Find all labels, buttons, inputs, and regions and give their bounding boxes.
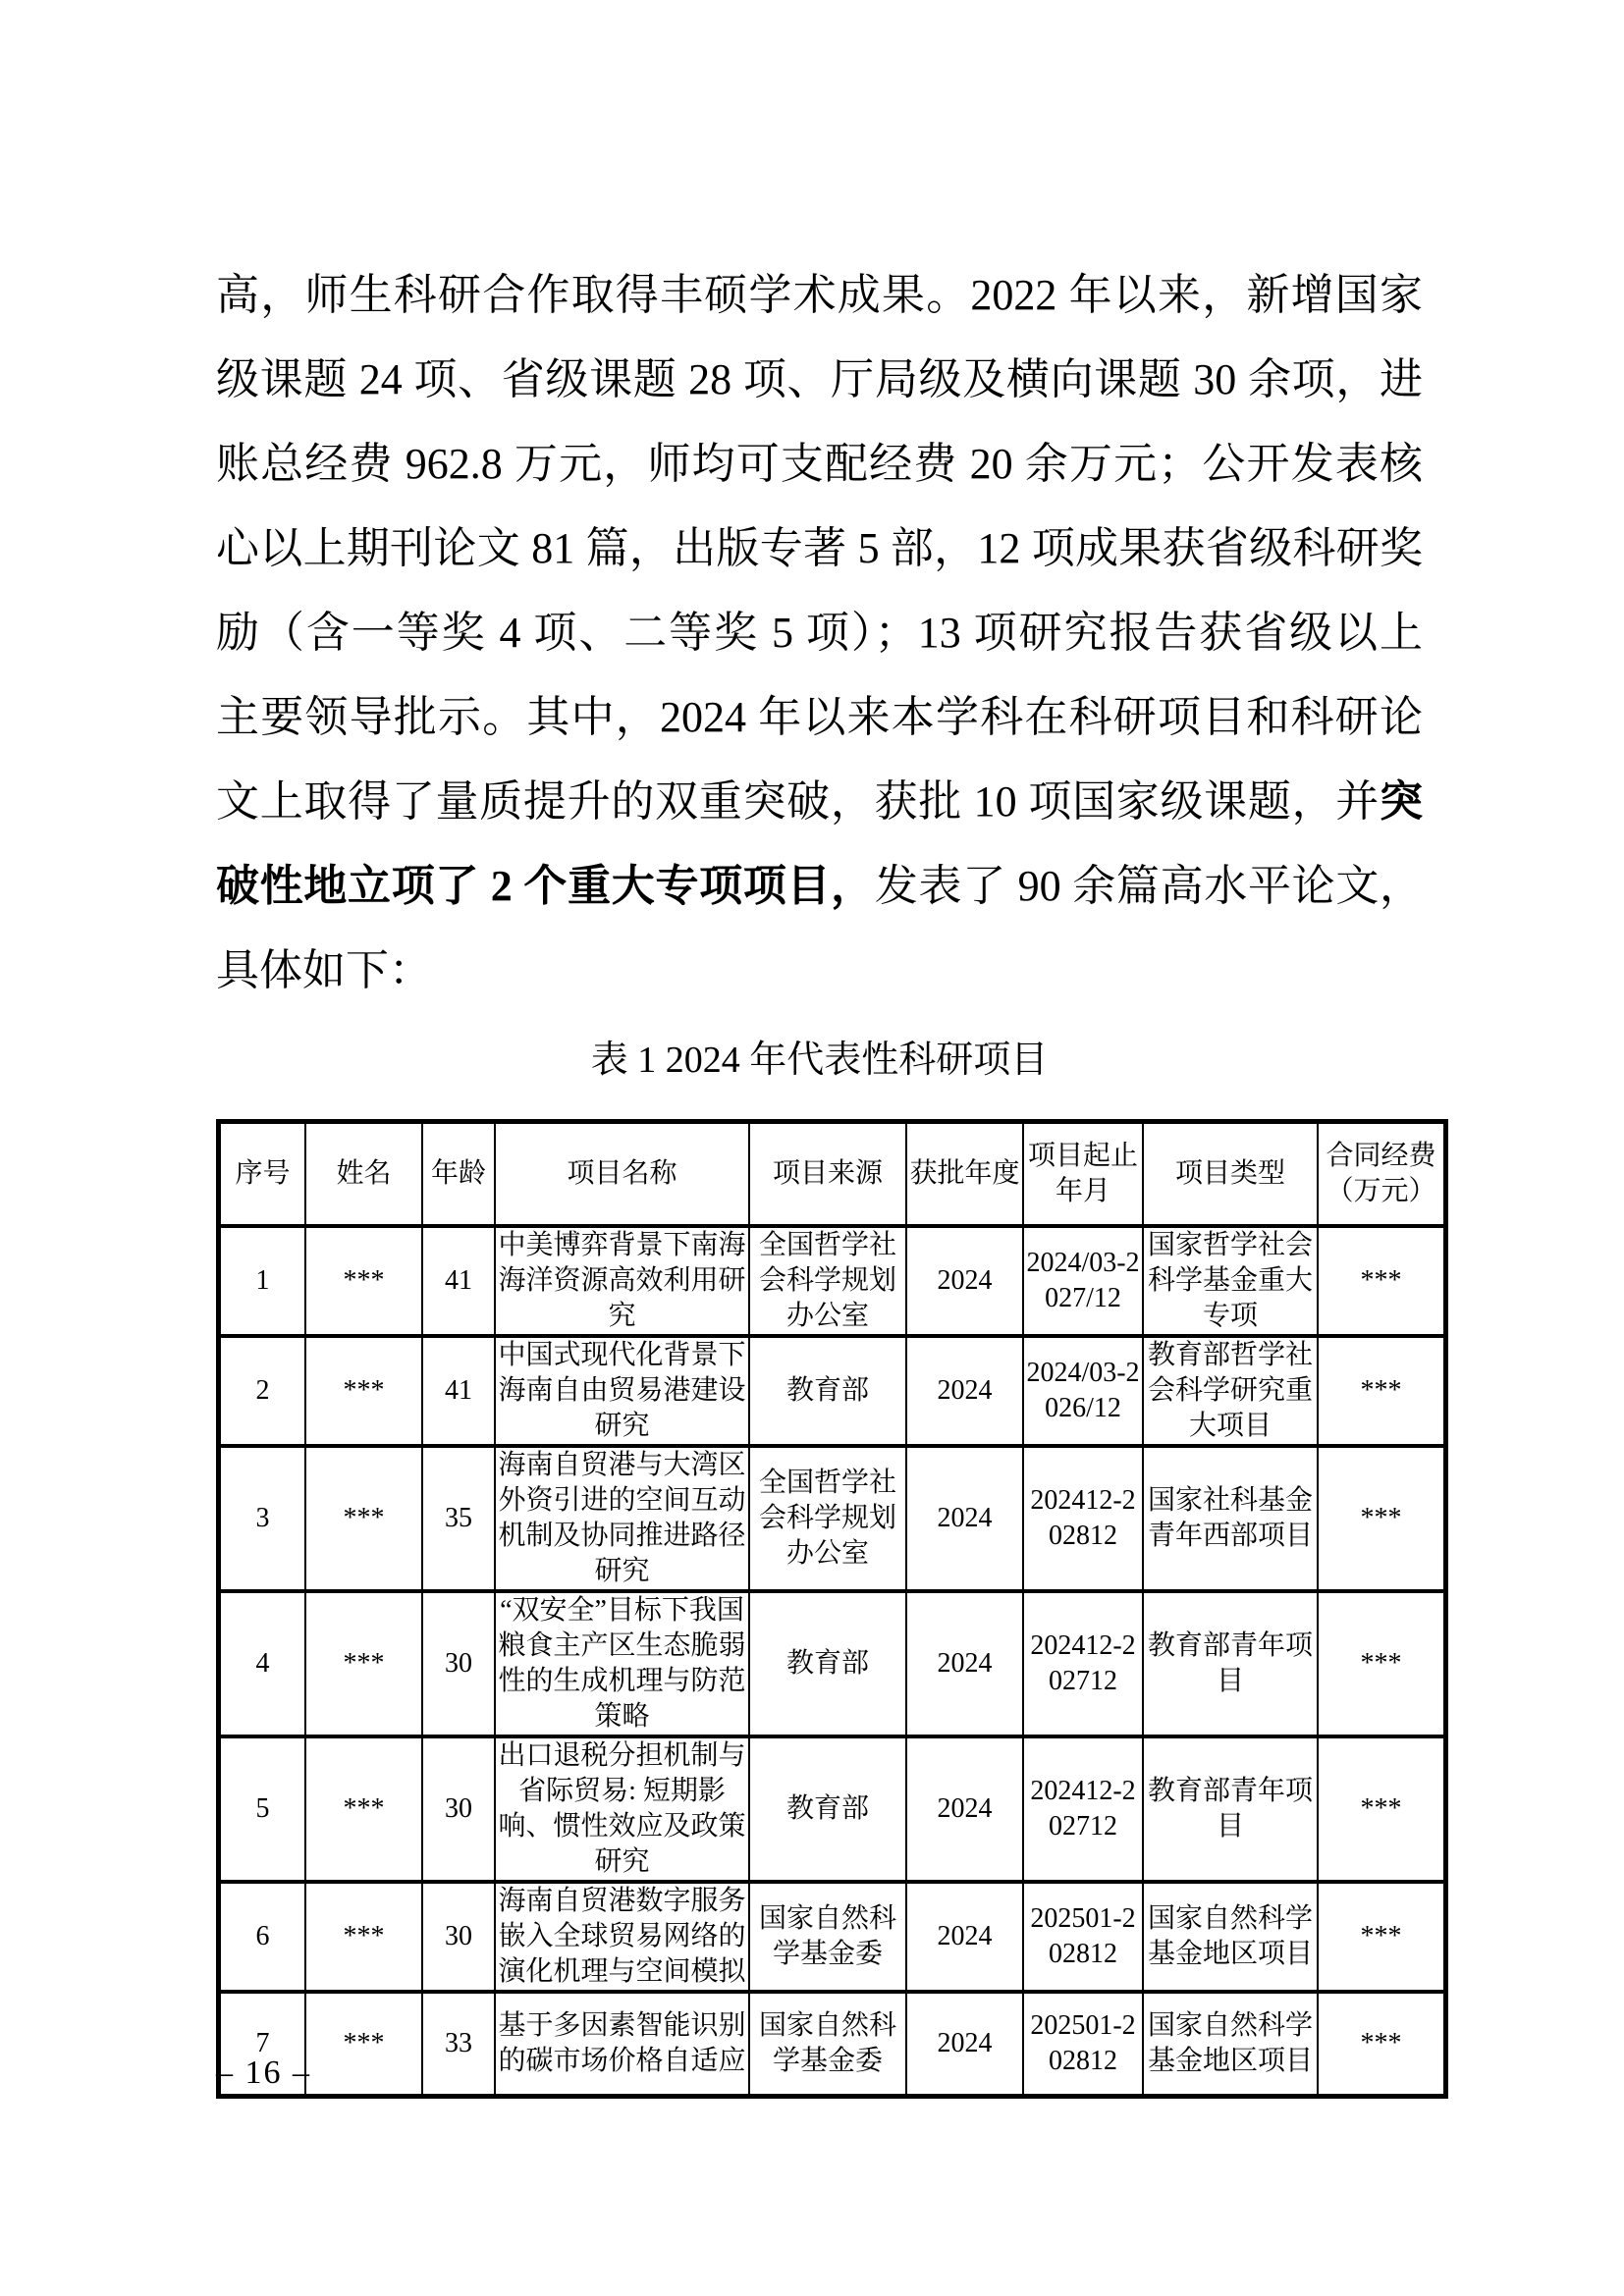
table-row (219, 1446, 1446, 1591)
column-header: 姓名 (305, 1122, 422, 1226)
table-cell: 41 (422, 1336, 495, 1446)
table-cell: 国家自然科学基金地区项目 (1143, 1992, 1318, 2097)
column-header: 合同经费（万元） (1318, 1122, 1446, 1226)
table-cell: 2 (219, 1336, 306, 1446)
table-cell: 3 (219, 1446, 306, 1591)
page-number: – 16 – (216, 2055, 311, 2091)
table-cell: 海南自贸港与大湾区外资引进的空间互动机制及协同推进路径研究 (495, 1446, 749, 1591)
paragraph-line (216, 591, 1423, 675)
table-cell: 全国哲学社会科学规划办公室 (749, 1226, 906, 1336)
paragraph-line (216, 760, 1423, 844)
table-cell: 教育部哲学社会科学研究重大项目 (1143, 1336, 1318, 1446)
table-cell: 2024 (906, 1226, 1023, 1336)
column-header: 年龄 (422, 1122, 495, 1226)
table-cell: 202412-202812 (1023, 1446, 1143, 1591)
table-cell: 国家自然科学基金委 (749, 1992, 906, 2097)
table-cell: 教育部青年项目 (1143, 1591, 1318, 1736)
table-cell: 202501-202812 (1023, 1882, 1143, 1992)
column-header: 获批年度 (906, 1122, 1023, 1226)
table-cell: *** (305, 1446, 422, 1591)
table-cell: *** (1318, 1882, 1446, 1992)
table-cell: *** (1318, 1226, 1446, 1336)
text-segment: 级课题 24 项、省级课题 28 项、厅局级及横向课题 30 余项，进 (216, 355, 1423, 403)
table-cell: 出口退税分担机制与省际贸易: 短期影响、惯性效应及政策研究 (495, 1736, 749, 1882)
table-cell: 7 (219, 1992, 306, 2097)
paragraph-line (216, 929, 1423, 1013)
table-row (219, 1591, 1446, 1736)
text-segment: 主要领导批示。其中，2024 年以来本学科在科研项目和科研论 (216, 693, 1423, 741)
table-row (219, 1992, 1446, 2097)
table-cell: 2024 (906, 1446, 1023, 1591)
column-header: 序号 (219, 1122, 306, 1226)
table-cell: 教育部 (749, 1736, 906, 1882)
table-cell: 202412-202712 (1023, 1736, 1143, 1882)
table-caption: 表 1 2024 年代表性科研项目 (590, 1040, 1049, 1081)
text-segment: 账总经费 962.8 万元，师均可支配经费 20 余万元；公开发表核 (216, 440, 1423, 488)
table-cell: 4 (219, 1591, 306, 1736)
table-cell: 30 (422, 1591, 495, 1736)
table-cell: 2024 (906, 1336, 1023, 1446)
table-cell: 国家自然科学基金委 (749, 1882, 906, 1992)
table-cell: 教育部 (749, 1591, 906, 1736)
table-cell: *** (305, 1591, 422, 1736)
table-cell: 2024/03-2027/12 (1023, 1226, 1143, 1336)
table-cell: 2024 (906, 1992, 1023, 2097)
table-cell: *** (305, 1336, 422, 1446)
table-cell: 202501-202812 (1023, 1992, 1143, 2097)
table-header-row (219, 1122, 1446, 1226)
column-header: 项目来源 (749, 1122, 906, 1226)
table-cell: 35 (422, 1446, 495, 1591)
projects-table (216, 1119, 1448, 2099)
table-cell: 2024 (906, 1736, 1023, 1882)
table-cell: 中美博弈背景下南海海洋资源高效利用研究 (495, 1226, 749, 1336)
table-cell: 基于多因素智能识别的碳市场价格自适应 (495, 1992, 749, 2097)
table-cell: 30 (422, 1736, 495, 1882)
table-row (219, 1736, 1446, 1882)
table-cell: *** (1318, 1736, 1446, 1882)
table-cell: 30 (422, 1882, 495, 1992)
column-header: 项目类型 (1143, 1122, 1318, 1226)
table-row (219, 1226, 1446, 1336)
table-cell: 202412-202712 (1023, 1591, 1143, 1736)
table-cell: 中国式现代化背景下海南自由贸易港建设研究 (495, 1336, 749, 1446)
text-segment: 高，师生科研合作取得丰硕学术成果。2022 年以来，新增国家 (216, 271, 1423, 319)
table-cell: 教育部青年项目 (1143, 1736, 1318, 1882)
table-cell: *** (305, 1882, 422, 1992)
paragraph-line (216, 844, 1423, 929)
paragraph-line (216, 675, 1423, 760)
table-cell: *** (305, 1992, 422, 2097)
table-cell: *** (1318, 1446, 1446, 1591)
paragraph-line (216, 338, 1423, 422)
table-cell: 全国哲学社会科学规划办公室 (749, 1446, 906, 1591)
table-cell: 国家自然科学基金地区项目 (1143, 1882, 1318, 1992)
table-cell: 海南自贸港数字服务嵌入全球贸易网络的演化机理与空间模拟 (495, 1882, 749, 1992)
table-cell: 1 (219, 1226, 306, 1336)
text-segment: 具体如下： (216, 946, 432, 994)
table-cell: 41 (422, 1226, 495, 1336)
text-segment: 文上取得了量质提升的双重突破，获批 10 项国家级课题，并 (216, 777, 1380, 826)
table-row (219, 1336, 1446, 1446)
paragraph-line (216, 507, 1423, 591)
text-segment: 发表了 90 余篇高水平论文， (874, 862, 1424, 910)
table-cell: 教育部 (749, 1336, 906, 1446)
paragraph-line (216, 253, 1423, 338)
table-cell: 2024/03-2026/12 (1023, 1336, 1143, 1446)
text-segment: 励（含一等奖 4 项、二等奖 5 项）；13 项研究报告获省级以上 (216, 609, 1423, 657)
table-cell: 2024 (906, 1591, 1023, 1736)
table-cell: 33 (422, 1992, 495, 2097)
column-header: 项目名称 (495, 1122, 749, 1226)
table-cell: *** (1318, 1591, 1446, 1736)
table-cell: 国家哲学社会科学基金重大专项 (1143, 1226, 1318, 1336)
table-row (219, 1882, 1446, 1992)
table-cell: *** (1318, 1992, 1446, 2097)
column-header: 项目起止年月 (1023, 1122, 1143, 1226)
table-cell: *** (305, 1226, 422, 1336)
text-segment: 心以上期刊论文 81 篇，出版专著 5 部，12 项成果获省级科研奖 (216, 524, 1423, 572)
table-cell: 6 (219, 1882, 306, 1992)
table-cell: *** (1318, 1336, 1446, 1446)
paragraph-line (216, 422, 1423, 507)
table-cell: *** (305, 1736, 422, 1882)
bold-text-segment: 破性地立项了 2 个重大专项项目， (216, 862, 875, 910)
table-cell: 2024 (906, 1882, 1023, 1992)
table-cell: 5 (219, 1736, 306, 1882)
body-paragraph (216, 253, 1423, 1013)
bold-text-segment: 突 (1380, 777, 1423, 826)
table-cell: “双安全”目标下我国粮食主产区生态脆弱性的生成机理与防范策略 (495, 1591, 749, 1736)
table-cell: 国家社科基金青年西部项目 (1143, 1446, 1318, 1591)
